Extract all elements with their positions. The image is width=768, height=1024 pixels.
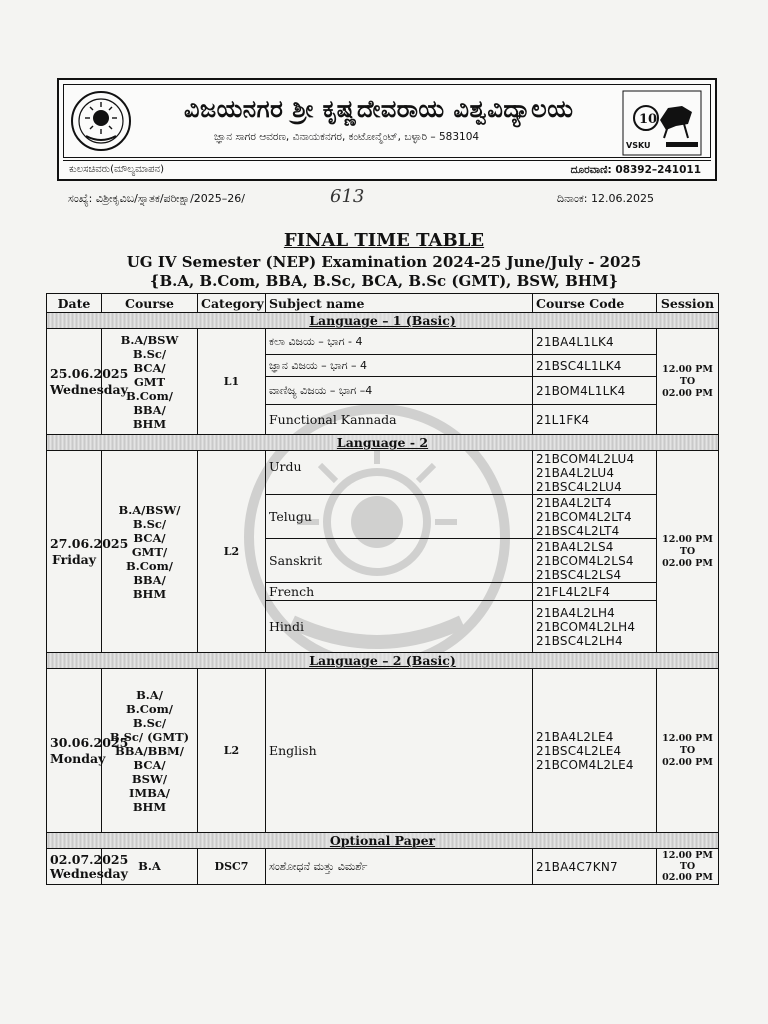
section-band-label: Language - 2 [333,435,432,450]
course-code-cell: 21BA4C7KN7 [533,849,657,885]
course-code-cell: 21BA4L1LK4 [533,329,657,355]
session-start: 12.00 PM [662,533,713,545]
course-line: B.Sc/ [132,516,167,531]
course-code: 21BSC4L2LS4 [536,567,622,582]
course-code: 21BCOM4L2LS4 [536,553,634,568]
course-code: 21BSC4L2LE4 [536,743,622,758]
course-line: BHM [132,586,167,601]
course-line: GMT/ [131,544,168,559]
page-title: FINAL TIME TABLE [283,230,485,251]
course-line: B.Com/ [126,701,173,716]
course-code-cell [533,451,657,495]
session-end: 02.00 PM [662,756,713,768]
section-band-label: Language – 2 (Basic) [305,653,460,668]
reference-date: ದಿನಾಂಕ: 12.06.2025 [556,192,654,205]
course-code-cell: 21BOM4L1LK4 [533,377,657,405]
course-code: 21BCOM4L2LH4 [536,619,636,634]
table-row [47,451,719,495]
category-cell: L2 [198,669,266,833]
table-row [47,849,719,885]
course-line: IMBA/ [129,785,170,800]
timetable [46,293,719,885]
table-row [47,329,719,355]
course-line: BSW/ [131,771,168,786]
registrar-label: ಕುಲಸಚಿವರು(ಮೌಲ್ಯಮಾಪನ) [69,164,164,175]
exam-day: Monday [50,750,106,766]
category-cell: L1 [198,329,266,435]
letterhead [57,78,717,181]
section-band-label: Language – 1 (Basic) [305,313,460,328]
course-line: B.A/BSW [120,332,179,347]
section-band-label: Optional Paper [326,833,439,848]
course-code: 21BA4L2LT4 [536,495,612,510]
header-course-code: Course Code [533,294,657,313]
exam-date: 27.06.2025 [50,535,129,551]
course-code-cell [533,601,657,653]
subject-cell: English [266,669,533,833]
course-code-cell: 21FL4L2LF4 [533,583,657,601]
category-cell: DSC7 [198,849,266,885]
course-line: B.A/BSW/ [118,502,181,517]
course-line: BBA/ [133,572,166,587]
course-line: B.A/ [136,687,163,702]
course-code-cell [533,539,657,583]
subject-cell: Hindi [266,601,533,653]
university-seal-icon [70,90,132,152]
reference-number: ಸಂಖ್ಯೆ: ವಿಶ್ರೀಕೃವಿಬ/ಸ್ನಾತಕ/ಪರೀಕ್ಷಾ/2025–26/ [68,192,246,205]
session-cell [657,329,719,435]
course-line: B.Sc/ [132,715,167,730]
session-start: 12.00 PM [662,363,713,375]
course-code-cell [533,669,657,833]
header-date: Date [47,294,102,313]
course-line: BCA/ [133,757,166,772]
session-to: TO [679,545,696,557]
exam-date-cell [47,849,129,885]
subject-cell: ಜ್ಞಾನ ವಿಜಯ – ಭಾಗ – 4 [266,355,533,377]
course-line: GMT [133,374,166,389]
course-code-cell: 21L1FK4 [533,405,657,435]
course-line: BBA/ [133,402,166,417]
section-band [47,313,719,329]
exam-date-cell [47,669,129,833]
course-line: BCA/ [133,360,166,375]
subject-cell: Sanskrit [266,539,533,583]
subject-cell: ಕಲಾ ವಿಜಯ – ಭಾಗ - 4 [266,329,533,355]
subject-cell: Telugu [266,495,533,539]
university-name: ವಿಜಯನಗರ ಶ್ರೀ ಕೃಷ್ಣದೇವರಾಯ ವಿಶ್ವವಿದ್ಯಾಲಯ [184,95,574,123]
session-cell [657,849,719,885]
course-code-cell [533,495,657,539]
session-to: TO [679,861,696,872]
exam-day: Wednesday [50,381,128,397]
logo-text: VSKU [626,141,651,150]
programs-list: {B.A, B.Com, BBA, B.Sc, BCA, B.Sc (GMT), BSW, BHM} [149,272,619,290]
header-category: Category [198,294,266,313]
exam-day: Wednesday [50,865,128,881]
subject-cell: Functional Kannada [266,405,533,435]
subject-cell: French [266,583,533,601]
header-subject: Subject name [266,294,533,313]
session-end: 02.00 PM [662,557,713,569]
svg-text:10: 10 [639,112,658,127]
subject-cell: Urdu [266,451,533,495]
exam-date: 30.06.2025 [50,734,129,750]
course-code: 21BCOM4L2LT4 [536,509,632,524]
exam-date-cell [47,451,129,653]
session-end: 02.00 PM [662,872,713,883]
course-code: 21BA4L2LH4 [536,605,616,620]
course-line: BBA/BBM/ [115,743,184,758]
course-line: BCA/ [133,530,166,545]
course-code: 21BA4L2LE4 [536,729,614,744]
course-line: B.Com/ [126,388,173,403]
course-code: 21BA4L2LS4 [536,539,614,554]
session-cell [657,669,719,833]
subject-cell: ಸಂಶೋಧನೆ ಮತ್ತು ವಿಮರ್ಶೆ [266,849,533,885]
header-session: Session [657,294,719,313]
course-line: B.Com/ [126,558,173,573]
letterhead-footer [63,160,711,178]
category-cell: L2 [198,451,266,653]
section-band [47,435,719,451]
course-code: 21BA4L2LU4 [536,465,615,480]
course-code: 21BCOM4L2LU4 [536,451,635,466]
session-to: TO [679,744,696,756]
exam-date: 02.07.2025 [50,851,129,867]
course-code: 21BSC4L2LT4 [536,523,620,538]
course-line: B.A [138,859,161,873]
course-line: B.Sc/ (GMT) [109,729,190,744]
course-cell [102,669,198,833]
header-course: Course [102,294,198,313]
course-code: 21BSC4L2LU4 [536,479,622,494]
course-code: 21BSC4L2LH4 [536,633,623,648]
exam-date-cell [47,329,129,435]
table-header-row [47,294,719,313]
exam-day: Friday [51,551,97,567]
reference-line [68,186,668,208]
table-row [47,669,719,833]
session-start: 12.00 PM [662,732,713,744]
section-band [47,653,719,669]
phone-number: ದೂರವಾಣಿ: 08392–241011 [570,164,701,176]
university-address: ಜ್ಞಾನ ಸಾಗರ ಆವರಣ, ವಿನಾಯಕನಗರ, ಕಂಟೋನ್ಮೆಂಟ್, ಬಳ್ಳಾರಿ – 583104 [214,131,480,143]
session-end: 02.00 PM [662,387,713,399]
course-line: BHM [132,799,167,814]
session-cell [657,451,719,653]
subject-cell: ವಾಣಿಜ್ಯ ವಿಜಯ – ಭಾಗ –4 [266,377,533,405]
course-code-cell: 21BSC4L1LK4 [533,355,657,377]
session-to: TO [679,375,696,387]
course-cell [102,451,198,653]
anniversary-logo-icon [622,90,702,156]
exam-date: 25.06.2025 [50,365,129,381]
course-line: BHM [132,416,167,431]
exam-subtitle: UG IV Semester (NEP) Examination 2024-25 June/July - 2025 [126,253,642,271]
section-band [47,833,719,849]
course-line: B.Sc/ [132,346,167,361]
letterhead-banner [63,84,711,158]
course-code: 21BCOM4L2LE4 [536,757,634,772]
session-start: 12.00 PM [662,850,713,861]
handwritten-number: 613 [330,186,365,207]
